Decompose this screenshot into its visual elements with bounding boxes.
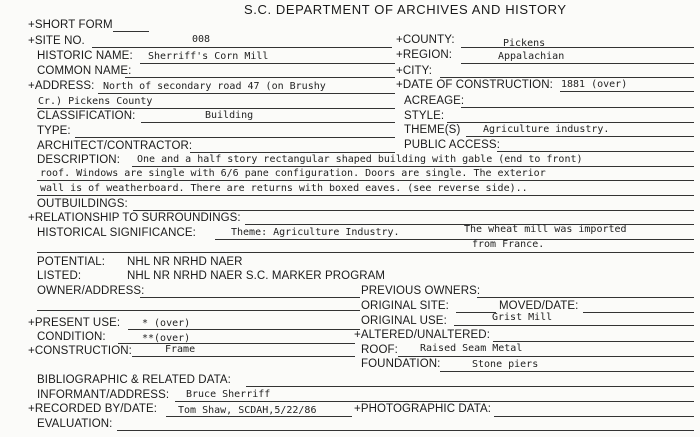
address-line-1 [98,93,395,94]
short-form-label: +SHORT FORM [28,19,113,31]
altered-label: +ALTERED/UNALTERED: [354,329,490,341]
potential-options: NHL NR NRHD NAER [127,256,243,268]
description-line-2 [37,180,694,181]
historical-significance-label: HISTORICAL SIGNIFICANCE: [37,227,196,239]
county-line [461,47,694,48]
architect-line [190,152,395,153]
owner-address-label: OWNER/ADDRESS: [37,285,145,297]
present-use-value: * (over) [142,318,191,329]
original-use-line [454,325,694,326]
listed-options: NHL NR NRHD NAER S.C. MARKER PROGRAM [127,270,386,282]
foundation-line [440,371,694,372]
moved-date-line [583,312,694,313]
classification-label: CLASSIFICATION: [37,110,136,122]
address-line-2 [37,108,395,109]
roof-line [398,356,694,357]
historical-significance-line-1 [215,239,694,240]
theme-value: Agriculture industry. [483,124,610,135]
roof-value: Raised Seam Metal [420,343,523,354]
evaluation-label: EVALUATION: [37,418,113,430]
historic-name-value: Sherriff's Corn Mill [148,51,269,62]
historic-name-line [140,63,395,64]
region-value: Appalachian [498,51,565,62]
short-form-line [113,31,149,32]
site-no-label: +SITE NO. [28,35,85,47]
type-line [75,137,395,138]
original-site-line [456,312,496,313]
address-label: +ADDRESS: [28,80,95,92]
common-name-line [125,77,395,78]
condition-value: **(over) [142,333,191,344]
evaluation-line [117,430,694,431]
recorded-by-value: Tom Shaw, SCDAH,5/22/86 [178,405,317,416]
informant-value: Bruce Sherriff [186,389,271,400]
public-access-label: PUBLIC ACCESS: [404,139,500,151]
original-use-label: ORIGINAL USE: [361,315,447,327]
recorded-by-label: +RECORDED BY/DATE: [28,403,158,415]
description-value-2: roof. Windows are single with 6/6 pane configuration. Doors are single. The exterior [40,168,546,179]
style-label: STYLE: [404,110,445,122]
theme-line [466,136,694,137]
county-value: Pickens [503,38,546,49]
type-label: TYPE: [37,125,71,137]
previous-owners-label: PREVIOUS OWNERS: [361,285,481,297]
potential-label: POTENTIAL: [37,256,106,268]
classification-value: Building [205,110,254,121]
outbuildings-label: OUTBUILDINGS: [37,198,128,210]
classification-line [141,122,395,123]
historical-significance-value-2: The wheat mill was imported [464,224,627,235]
original-site-label: ORIGINAL SITE: [361,300,449,312]
relationship-label: +RELATIONSHIP TO SURROUNDINGS: [28,212,241,224]
moved-date-label: MOVED/DATE: [499,300,579,312]
informant-line [175,401,694,402]
construction-value: Frame [165,344,196,355]
acreage-label: ACREAGE: [404,95,465,107]
common-name-label: COMMON NAME: [37,65,132,77]
site-no-value: 008 [192,34,211,45]
date-construction-label: +DATE OF CONSTRUCTION: [396,79,553,91]
city-label: +CITY: [396,65,433,77]
foundation-value: Stone piers [472,359,539,370]
present-use-line [128,329,360,330]
region-line [461,63,694,64]
bibliographic-label: BIBLIOGRAPHIC & RELATED DATA: [37,374,231,386]
previous-owners-line [477,297,694,298]
historical-significance-value-3: from France. [472,239,545,250]
historical-significance-value-1: Theme: Agriculture Industry. [231,227,400,238]
region-label: +REGION: [396,49,453,61]
present-use-label: +PRESENT USE: [28,317,121,329]
description-value-1: One and a half story rectangular shaped building with gable (end to front) [137,154,583,165]
address-value-1: North of secondary road 47 (on Brushy [103,81,326,92]
description-value-3: wall is of weatherboard. There are returns with boxed eaves. (see reverse side).. [40,183,528,194]
recorded-by-line [166,416,352,417]
acreage-line [461,107,694,108]
roof-label: ROOF: [361,344,398,356]
historical-significance-line-2 [37,252,694,253]
date-construction-line [560,91,694,92]
historic-name-label: HISTORIC NAME: [37,50,133,62]
foundation-label: FOUNDATION: [361,358,441,370]
county-label: +COUNTY: [396,34,455,46]
description-label: DESCRIPTION: [37,154,120,166]
listed-label: LISTED: [37,270,82,282]
owner-address-line-2 [37,310,360,311]
city-line [440,77,694,78]
photographic-line [494,416,694,417]
form-title: S.C. DEPARTMENT OF ARCHIVES AND HISTORY [244,2,567,17]
original-use-value: Grist Mill [492,312,553,323]
date-construction-value: 1881 (over) [561,79,628,90]
construction-label: +CONSTRUCTION: [28,345,132,357]
construction-line [132,356,355,357]
informant-label: INFORMANT/ADDRESS: [37,389,170,401]
condition-label: CONDITION: [37,331,106,343]
owner-address-line [140,297,360,298]
description-line-1 [132,166,694,167]
altered-line [493,341,694,342]
description-line-3 [37,195,694,196]
outbuildings-line [133,210,694,211]
public-access-line [497,151,694,152]
condition-line [118,343,355,344]
bibliographic-line [246,386,694,387]
site-no-line [92,47,392,48]
style-line [447,122,694,123]
photographic-label: +PHOTOGRAPHIC DATA: [354,403,492,415]
architect-label: ARCHITECT/CONTRACTOR: [37,140,193,152]
theme-label: THEME(S) [404,124,461,136]
address-value-2: Cr.) Pickens County [38,96,153,107]
